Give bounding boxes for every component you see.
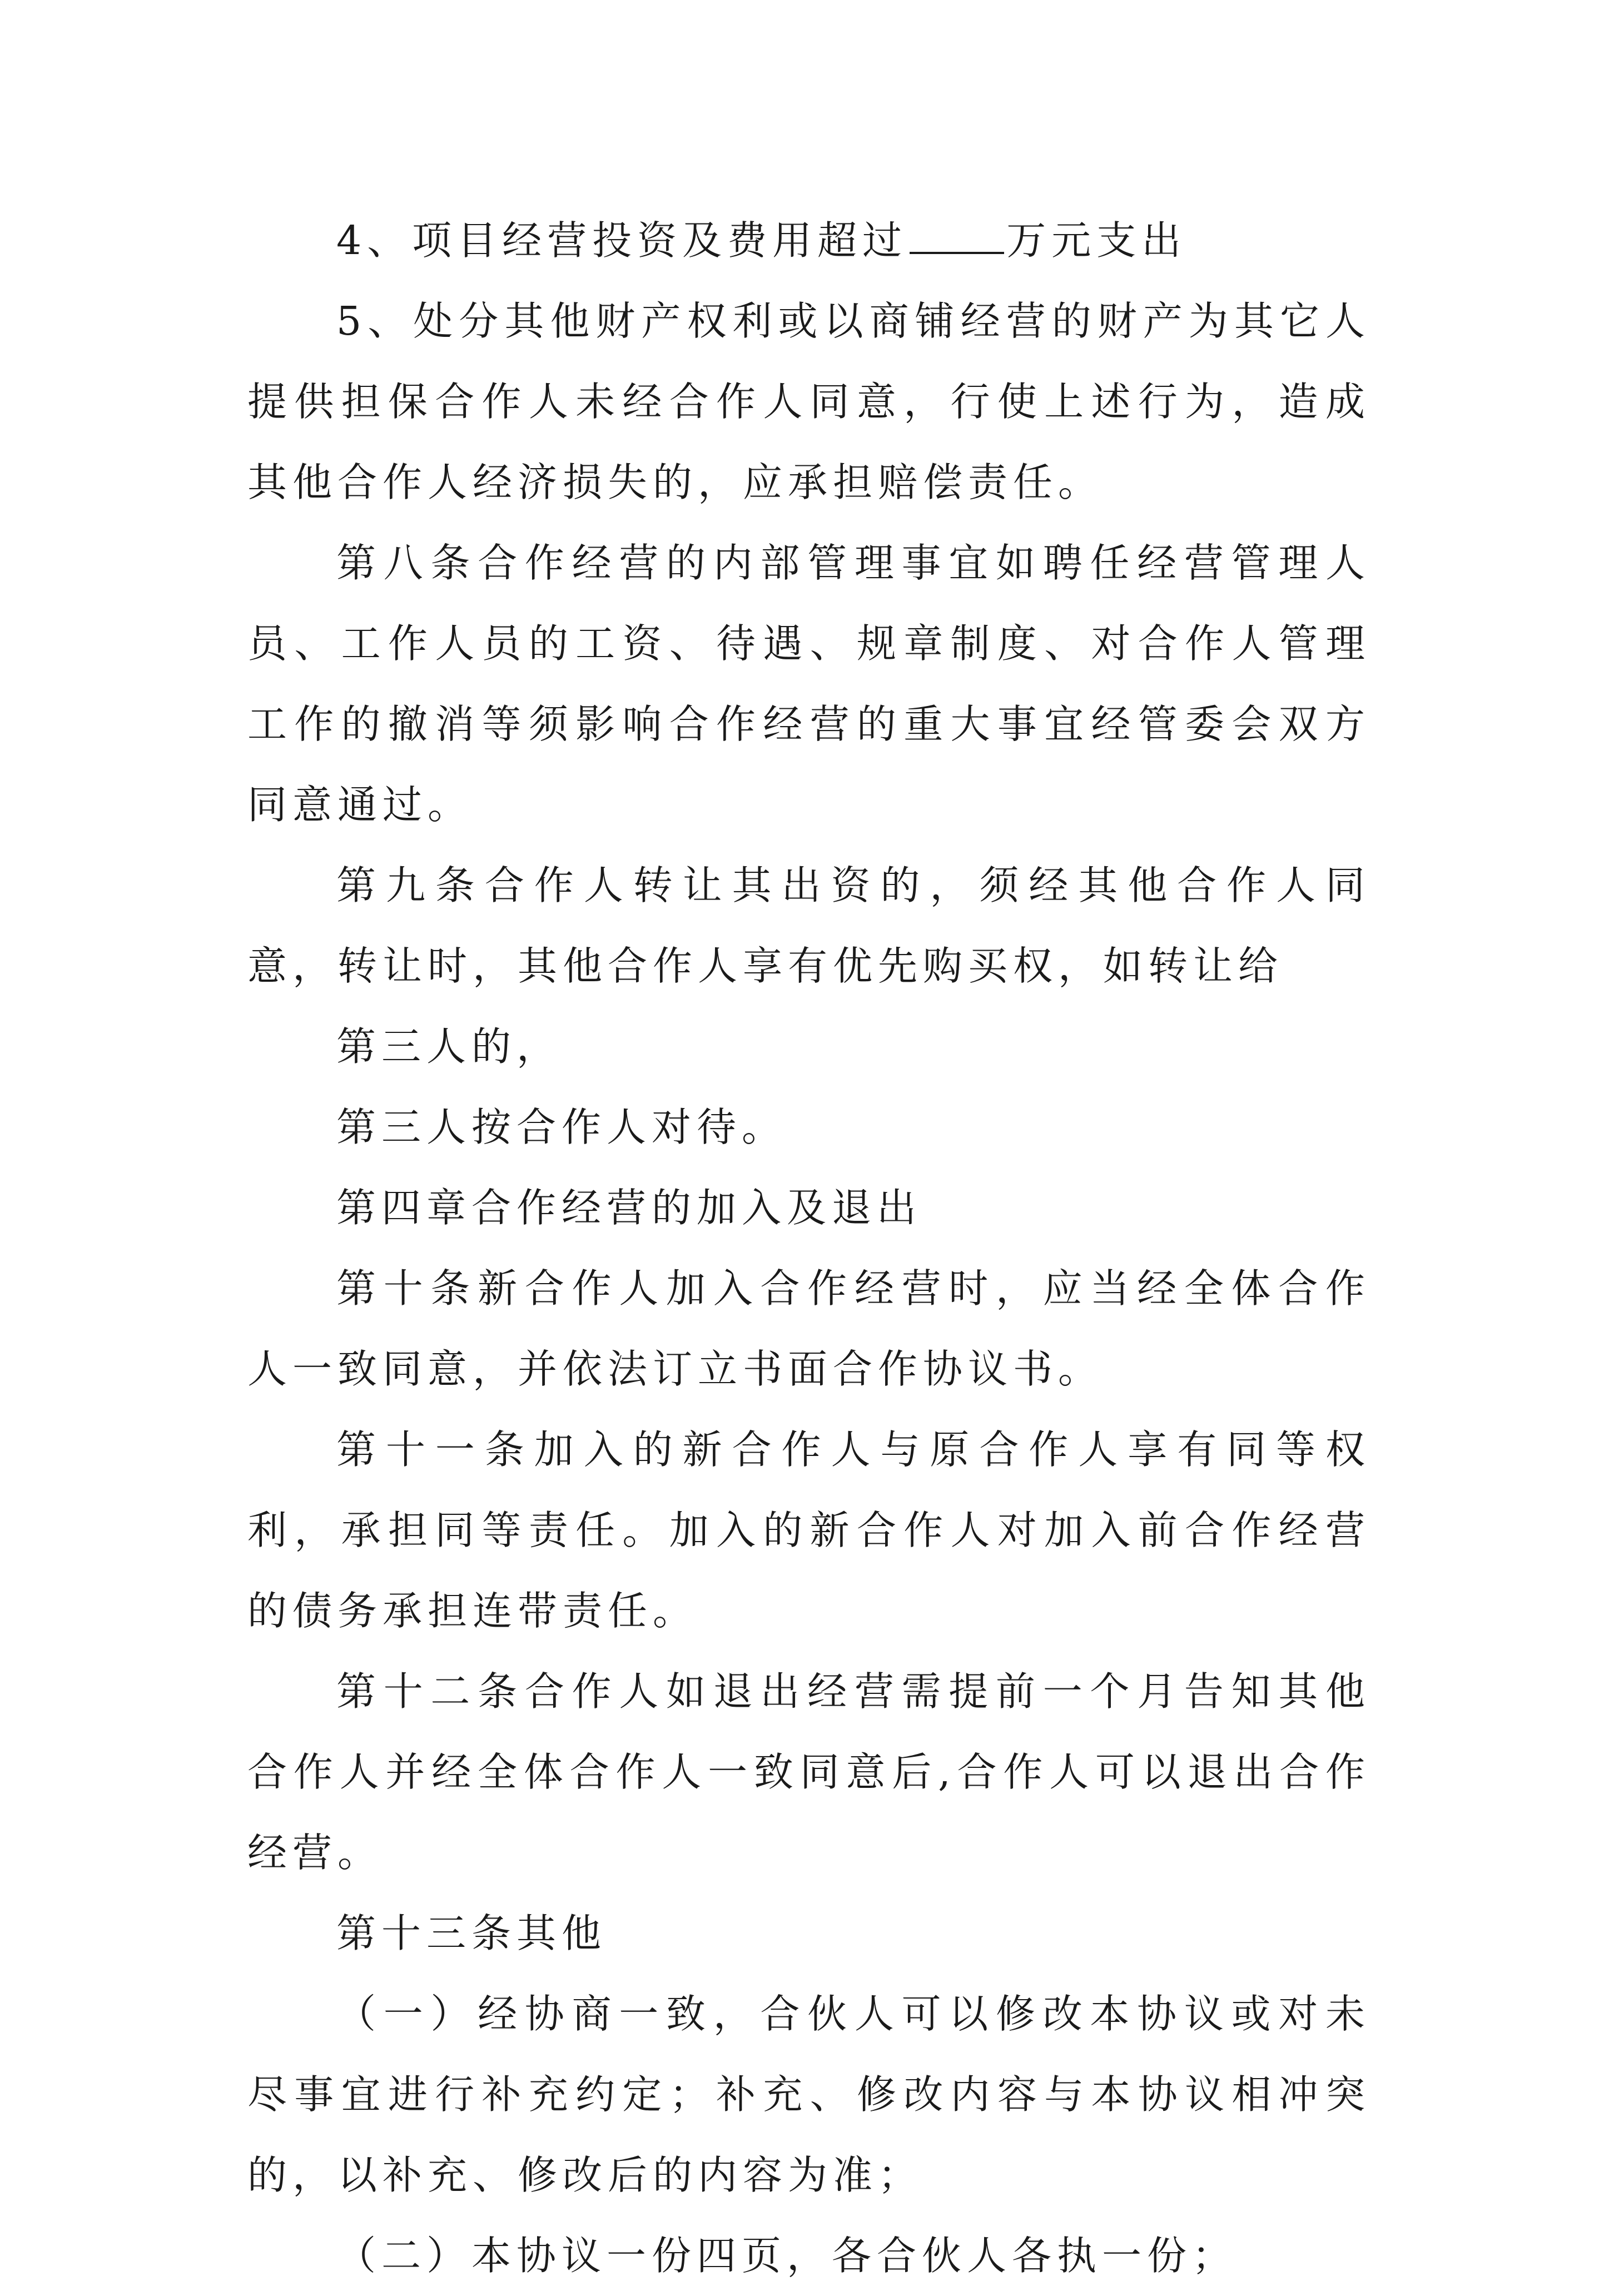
amount-blank (910, 218, 1004, 254)
article-9-continuation-2: 第三人按合作人对待。 (336, 1104, 787, 1150)
document-body (247, 200, 1370, 2296)
article-8: 第八条合作经营的内部管理事宜如聘任经营管理人员、工作人员的工资、待遇、规章制度、对合作人管理工作的撤消等须影响合作经营的重大事宜经管委会双方同意通过。 (247, 540, 1370, 828)
article-11: 第十一条加入的新合作人与原合作人享有同等权利，承担同等责任。加入的新合作人对加入前合作经营的债务承担连带责任。 (247, 1427, 1370, 1634)
article-9-continuation-1: 第三人的， (336, 1023, 562, 1070)
chapter-4-heading: 第四章合作经营的加入及退出 (336, 1185, 922, 1231)
article-9: 第九条合作人转让其出资的，须经其他合作人同意，转让时，其他合作人享有优先购买权，如转让给 (247, 862, 1370, 989)
clause-2: （二）本协议一份四页，各合伙人各执一份； (336, 2233, 1238, 2279)
item-4-suffix: 万元支出 (1006, 217, 1187, 264)
item-4-text: 4、项目经营投资及费用超过 (336, 217, 908, 264)
article-12: 第十二条合作人如退出经营需提前一个月告知其他合作人并经全体合作人一致同意后,合作人可以退出合作经营。 (247, 1668, 1370, 1876)
item-4 (247, 200, 1370, 281)
article-10: 第十条新合作人加入合作经营时，应当经全体合作人一致同意，并依法订立书面合作协议书。 (247, 1265, 1370, 1392)
article-13: 第十三条其他 (336, 1910, 607, 1956)
clause-1: （一）经协商一致，合伙人可以修改本协议或对未尽事宜进行补充约定；补充、修改内容与本协议相冲突的，以补充、修改后的内容为准； (247, 1991, 1370, 2198)
item-5: 5、处分其他财产权利或以商铺经营的财产为其它人提供担保合作人未经合作人同意，行使上述行为，造成其他合作人经济损失的，应承担赔偿责任。 (247, 298, 1370, 505)
